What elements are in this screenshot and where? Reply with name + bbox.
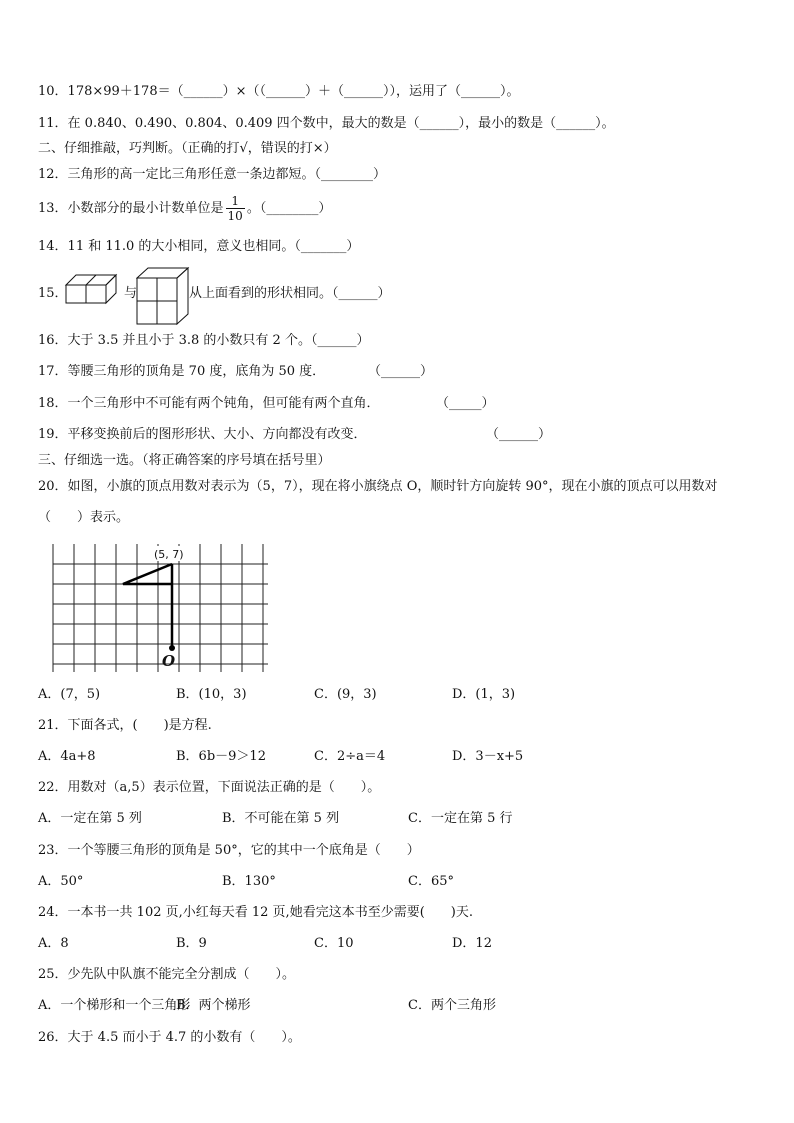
q25-option-b: B．两个梯形 [176, 998, 251, 1013]
q24-option-a: A．8 [38, 936, 69, 951]
q21-option-d: D．3－x+5 [452, 749, 524, 764]
origin-point [169, 645, 175, 651]
q20-option-b: B．(10，3) [176, 687, 247, 702]
question-18-text: 18．一个三角形中不可能有两个钝角，但可能有两个直角． [38, 396, 380, 411]
question-24: 24．一本书一共 102 页,小红每天看 12 页,她看完这本书至少需要( )天. [38, 905, 473, 920]
cube-figure-b [136, 266, 190, 326]
origin-label: O [162, 652, 176, 670]
q21-option-c: C．2÷a＝4 [314, 749, 386, 764]
question-11: 11．在 0.840、0.490、0.804、0.409 四个数中，最大的数是（______），最小的数是（______）。 [38, 116, 615, 131]
cube-figure-a [64, 272, 124, 318]
question-22: 22．用数对（a,5）表示位置，下面说法正确的是（ ）。 [38, 780, 381, 795]
q23-option-a: A．50° [38, 874, 84, 889]
q24-option-c: C．10 [314, 936, 354, 951]
q21-option-b: B．6b－9＞12 [176, 749, 266, 764]
question-15-text: 从上面看到的形状相同。（______） [189, 286, 391, 301]
flag-grid-figure [50, 542, 272, 674]
question-12: 12．三角形的高一定比三角形任意一条边都短。（________） [38, 167, 387, 182]
question-13-text: 13．小数部分的最小计数单位是 [38, 201, 224, 216]
flag-shape [123, 564, 172, 648]
q24-option-d: D．12 [452, 936, 492, 951]
fraction-one-tenth [226, 194, 245, 223]
q20-option-a: A．(7，5) [38, 687, 101, 702]
q24-option-b: B．9 [176, 936, 207, 951]
question-10: 10．178×99＋178＝（______）×（（______）＋（______）），运用了（______）。 [38, 84, 520, 99]
question-16: 16．大于 3.5 并且小于 3.8 的小数只有 2 个。（______） [38, 333, 370, 348]
question-17-text: 17．等腰三角形的顶角是 70 度，底角为 50 度． [38, 364, 326, 379]
question-18-blank: （_____） [436, 396, 495, 411]
question-25: 25．少先队中队旗不能完全分割成（ ）。 [38, 967, 296, 982]
q21-option-a: A．4a+8 [38, 749, 96, 764]
q22-option-c: C．一定在第 5 行 [408, 811, 513, 826]
question-15-number: 15． [38, 286, 68, 301]
question-14: 14．11 和 11.0 的大小相同，意义也相同。（_______） [38, 239, 360, 254]
question-17-blank: （______） [368, 364, 434, 379]
q25-option-a: A．一个梯形和一个三角形 [38, 998, 191, 1013]
section-3-heading: 三、仔细选一选。（将正确答案的序号填在括号里） [38, 453, 331, 468]
question-23: 23．一个等腰三角形的顶角是 50°，它的其中一个底角是（ ） [38, 843, 420, 858]
question-20-line2: （ ）表示。 [38, 510, 130, 525]
question-15-connector: 与 [124, 286, 138, 301]
question-19-text: 19．平移变换前后的图形形状、大小、方向都没有改变． [38, 427, 367, 442]
q22-option-b: B．不可能在第 5 列 [222, 811, 340, 826]
question-13 [38, 194, 331, 224]
q23-option-b: B．130° [222, 874, 276, 889]
q20-option-d: D．(1，3) [452, 687, 516, 702]
question-20-line1: 20．如图，小旗的顶点用数对表示为（5，7），现在将小旗绕点 O，顺时针方向旋转 90°，现在小旗的顶点可以用数对 [38, 479, 718, 494]
question-21: 21．下面各式，( )是方程. [38, 718, 212, 733]
grid-lines [53, 544, 268, 672]
q25-option-c: C．两个三角形 [408, 998, 496, 1013]
q20-option-c: C．(9，3) [314, 687, 377, 702]
fraction-numerator: 1 [226, 194, 245, 209]
fraction-denominator: 10 [227, 209, 243, 223]
flag-vertex-label: (5, 7) [154, 548, 184, 561]
question-13-blank: 。（________） [246, 201, 332, 216]
question-26: 26．大于 4.5 而小于 4.7 的小数有（ ）。 [38, 1030, 301, 1045]
q23-option-c: C．65° [408, 874, 454, 889]
q22-option-a: A．一定在第 5 列 [38, 811, 142, 826]
question-17 [38, 364, 325, 380]
section-2-heading: 二、仔细推敲，巧判断。（正确的打√，错误的打×） [38, 141, 337, 156]
question-19-blank: （______） [486, 427, 552, 442]
